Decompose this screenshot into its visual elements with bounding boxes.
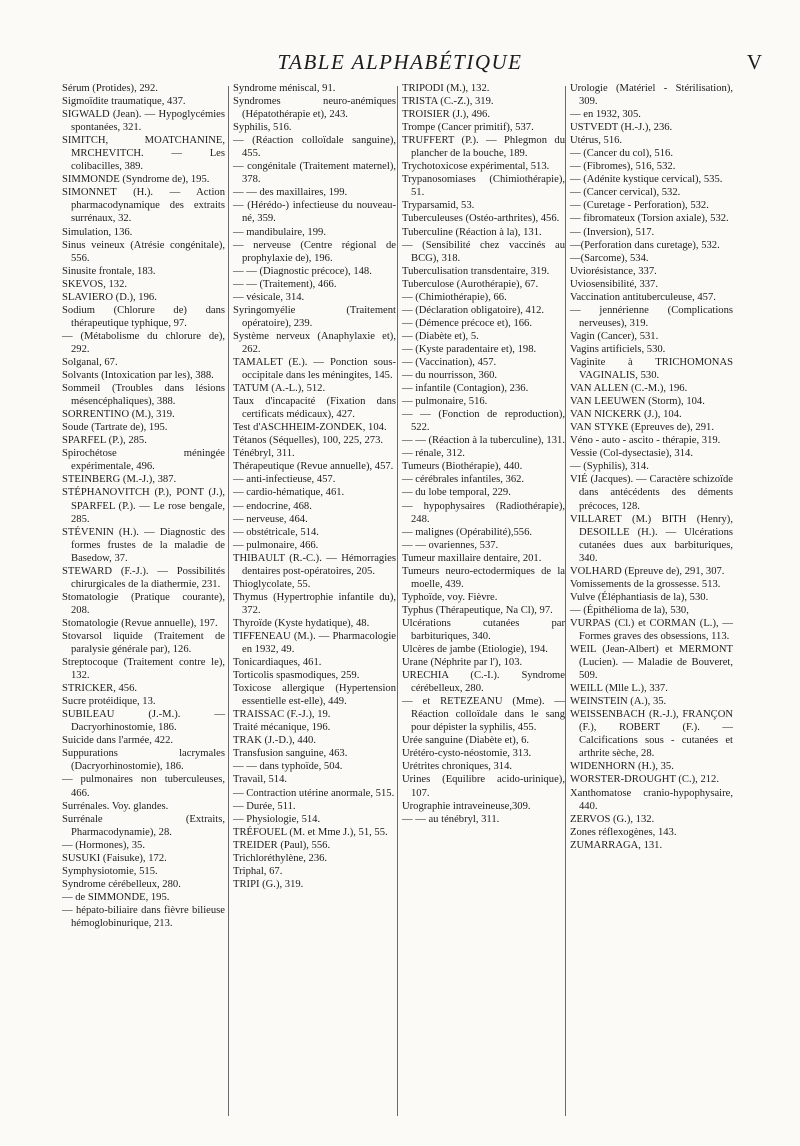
index-entry: — (Syphilis), 314. <box>570 461 649 473</box>
index-entry: Syringomyélie (Traitement opératoire), 239. <box>233 304 396 329</box>
index-entry: Soude (Tartrate de), 195. <box>62 422 168 434</box>
column-divider <box>565 86 566 1116</box>
index-entry: Urologie (Matériel - Stérilisation), 309. <box>570 83 733 108</box>
index-entry: TATUM (A.-L.), 512. <box>233 383 326 395</box>
index-entry: Sigmoïdite traumatique, 437. <box>62 96 186 108</box>
index-entry: Utérus, 516. <box>570 135 623 147</box>
index-entry: WEISSENBACH (R.-J.), FRANÇON (F.), ROBERT (F.). — Calcifications sous - cutanées et arthrite sèche, 28. <box>570 709 733 760</box>
index-entry: Tumeurs (Biothérapie), 440. <box>402 461 523 473</box>
index-entry: Ténébryl, 311. <box>233 448 295 460</box>
index-entry: VURPAS (Cl.) et CORMAN (L.), — Formes graves des obsessions, 113. <box>570 617 733 642</box>
index-entry: — Physiologie, 514. <box>233 813 321 825</box>
index-entry: — — au ténébryl, 311. <box>402 813 500 825</box>
index-entry: Vaginite à TRICHOMONAS VAGINALIS, 530. <box>570 356 733 382</box>
index-entry: — obstétricale, 514. <box>233 526 319 538</box>
index-entry: Tumeurs neuro-ectodermiques de la moelle, 439. <box>402 565 565 590</box>
index-entry: Vulve (Éléphantiasis de la), 530. <box>570 591 709 603</box>
index-entry: — nerveuse, 464. <box>233 513 308 525</box>
index-entry: TREIDER (Paul), 556. <box>233 839 331 851</box>
index-entry: — (Métabolisme du chlorure de), 292. <box>62 330 225 355</box>
index-entry: Urane (Néphrite par l'), 103. <box>402 657 523 669</box>
index-entry: Syphilis, 516. <box>233 122 292 134</box>
index-entry: Simulation, 136. <box>62 226 133 238</box>
index-entry: SUSUKI (Faisuke), 172. <box>62 852 167 864</box>
index-entry: — et RETEZEANU (Mme). — Réaction colloïdale dans le sang pour dépister la syphilis, 455. <box>402 696 565 734</box>
index-entry: SORRENTINO (M.), 319. <box>62 409 175 421</box>
index-entry: — de SIMMONDE, 195. <box>62 891 170 903</box>
index-entry: — — ovariennes, 537. <box>402 539 499 551</box>
index-column-4 <box>570 82 733 852</box>
index-entry: — malignes (Opérabilité),556. <box>402 526 533 538</box>
index-entry: Transfusion sanguine, 463. <box>233 748 348 760</box>
index-entry: Solvants (Intoxication par les), 388. <box>62 370 214 382</box>
index-entry: — — (Fonction de reproduction), 522. <box>402 409 565 434</box>
index-entry: Stomatologie (Pratique courante), 208. <box>62 591 225 616</box>
index-entry: VAN STYKE (Epreuves de), 291. <box>570 422 714 434</box>
index-entry: — (Kyste paradentaire et), 198. <box>402 343 537 355</box>
index-entry: Sinus veineux (Atrésie congénitale), 556. <box>62 239 225 264</box>
index-entry: VOLHARD (Epreuve de), 291, 307. <box>570 565 725 577</box>
index-entry: Test d'ASCHHEIM-ZONDEK, 104. <box>233 422 387 434</box>
index-entry: TRIPODI (M.), 132. <box>402 83 490 94</box>
index-entry: — (Cancer cervical), 532. <box>570 187 681 199</box>
index-entry: Travail, 514. <box>233 774 288 786</box>
index-entry: Ulcérations cutanées par barbituriques, 340. <box>402 617 565 642</box>
index-entry: Thioglycolate, 55. <box>233 578 311 590</box>
index-entry: Symphysiotomie, 515. <box>62 865 158 877</box>
index-entry: Vagins artificiels, 530. <box>570 343 666 355</box>
index-entry: Taux d'incapacité (Fixation dans certificats médicaux), 427. <box>233 396 396 421</box>
index-entry: USTVEDT (H.-J.), 236. <box>570 122 673 134</box>
index-entry: WEIL (Jean-Albert) et MERMONT (Lucien). — Maladie de Bouveret, 509. <box>570 644 733 682</box>
index-entry: — pulmonaire, 466. <box>233 539 319 551</box>
index-entry: —(Perforation dans curetage), 532. <box>570 239 720 251</box>
index-entry: — cérébrales infantiles, 362. <box>402 474 525 486</box>
page-title: TABLE ALPHABÉTIQUE <box>277 50 523 74</box>
index-entry: Sinusite frontale, 183. <box>62 265 156 277</box>
index-entry: — — dans typhoïde, 504. <box>233 761 343 773</box>
index-entry: — jennérienne (Complications nerveuses), 319. <box>570 304 733 329</box>
page-number: V <box>746 50 762 74</box>
index-entry: Urétrites chroniques, 314. <box>402 761 513 773</box>
index-entry: TRAISSAC (F.-J.), 19. <box>233 709 331 721</box>
index-entry: — (Curetage - Perforation), 532. <box>570 200 709 212</box>
index-entry: TROISIER (J.), 496. <box>402 109 490 121</box>
index-entry: SLAVIERO (D.), 196. <box>62 291 157 303</box>
index-entry: Sucre protéidique, 13. <box>62 696 156 708</box>
index-entry: Zones réflexogènes, 143. <box>570 826 677 838</box>
index-entry: Xanthomatose cranio-hypophysaire, 440. <box>570 787 733 812</box>
index-entry: Trichloréthylène, 236. <box>233 852 328 864</box>
index-entry: Trychotoxicose expérimental, 513. <box>402 161 550 173</box>
index-entry: Suppurations lacrymales (Dacryorhinostomie), 186. <box>62 748 225 773</box>
index-entry: WEINSTEIN (A.), 35. <box>570 696 667 708</box>
index-entry: — pulmonaires non tuberculeuses, 466. <box>62 774 225 799</box>
index-entry: Typhus (Thérapeutique, Na Cl), 97. <box>402 604 553 616</box>
index-entry: — Contraction utérine anormale, 515. <box>233 787 395 799</box>
index-entry: TRUFFERT (P.). — Phlegmon du plancher de la bouche, 189. <box>402 135 565 160</box>
index-entry: TIFFENEAU (M.). — Pharmacologie en 1932, 49. <box>233 630 396 656</box>
index-entry: — (Démence précoce et), 166. <box>402 317 533 329</box>
index-entry: Vomissements de la grossesse. 513. <box>570 578 721 590</box>
index-entry: Sérum (Protides), 292. <box>62 83 158 94</box>
index-entry: Thérapeutique (Revue annuelle), 457. <box>233 461 394 473</box>
index-entry: — (Diabète et), 5. <box>402 330 479 342</box>
index-entry: STEWARD (F.-J.). — Possibilités chirurgicales de la diathermie, 231. <box>62 565 225 590</box>
index-entry: — mandibulaire, 199. <box>233 226 326 238</box>
index-entry: ZUMARRAGA, 131. <box>570 839 663 851</box>
index-entry: WEILL (Mlle L.), 337. <box>570 683 668 695</box>
index-entry: — (Vaccination), 457. <box>402 356 497 368</box>
index-entry: — du nourrisson, 360. <box>402 370 498 382</box>
page-header <box>0 50 800 84</box>
index-entry: Trompe (Cancer primitif), 537. <box>402 122 534 134</box>
index-entry: — congénitale (Traitement maternel), 378. <box>233 161 396 186</box>
index-entry: — hépato-biliaire dans fièvre bilieuse hémoglobinurique, 213. <box>62 904 225 929</box>
index-entry: SIGWALD (Jean). — Hypoglycémies spontanées, 321. <box>62 109 225 134</box>
index-entry: Uviorésistance, 337. <box>570 265 657 277</box>
index-entry: Torticolis spasmodiques, 259. <box>233 670 360 682</box>
index-entry: VAN NICKERK (J.), 104. <box>570 409 682 421</box>
index-entry: Vaccination antituberculeuse, 457. <box>570 291 716 303</box>
index-entry: — (Cancer du col), 516. <box>570 148 673 160</box>
index-entry: STEINBERG (M.-J.), 387. <box>62 474 177 486</box>
index-entry: Spirochétose méningée expérimentale, 496. <box>62 448 225 473</box>
index-entry: Streptocoque (Traitement contre le), 132. <box>62 657 225 682</box>
index-entry: Surrénales. Voy. glandes. <box>62 800 169 812</box>
index-entry: THIBAULT (R.-C.). — Hémorragies dentaires post-opératoires, 205. <box>233 552 396 577</box>
index-entry: STÉPHANOVITCH (P.), PONT (J.), SPARFEL (P.). — Le rose bengale, 285. <box>62 487 225 525</box>
index-entry: Thyroïde (Kyste hydatique), 48. <box>233 617 370 629</box>
index-entry: — — (Traitement), 466. <box>233 278 337 290</box>
index-entry: — (Chimiothérapie), 66. <box>402 291 507 303</box>
index-entry: Sodium (Chlorure de) dans thérapeutique typhique, 97. <box>62 304 225 329</box>
index-entry: — du lobe temporal, 229. <box>402 487 511 499</box>
index-entry: SIMMONDE (Syndrome de), 195. <box>62 174 210 186</box>
index-column-3 <box>402 82 565 826</box>
column-divider <box>397 86 398 1116</box>
index-entry: — pulmonaire, 516. <box>402 396 488 408</box>
index-entry: Urétéro-cysto-néostomie, 313. <box>402 748 532 760</box>
index-entry: Sommeil (Troubles dans lésions mésencéphaliques), 388. <box>62 383 225 408</box>
index-entry: VIÉ (Jacques). — Caractère schizoïde dans antécédents des déments précoces, 128. <box>570 474 733 512</box>
index-entry: Urines (Equilibre acido-urinique), 107. <box>402 774 565 799</box>
index-entry: Uviosensibilité, 337. <box>570 278 658 290</box>
index-entry: Tumeur maxillaire dentaire, 201. <box>402 552 542 564</box>
index-entry: Syndrome méniscal, 91. <box>233 83 336 94</box>
index-entry: —(Sarcome), 534. <box>570 252 649 264</box>
index-entry: Syndrome cérébelleux, 280. <box>62 878 181 890</box>
index-entry: — (Réaction colloïdale sanguine), 455. <box>233 135 396 160</box>
index-entry: — — (Diagnostic précoce), 148. <box>233 265 372 277</box>
index-entry: — cardio-hématique, 461. <box>233 487 345 499</box>
index-entry: Stomatologie (Revue annuelle), 197. <box>62 617 218 629</box>
index-entry: — rénale, 312. <box>402 448 465 460</box>
index-entry: Véno - auto - ascito - thérapie, 319. <box>570 435 721 447</box>
index-entry: — (Déclaration obligatoire), 412. <box>402 304 545 316</box>
index-entry: Solganal, 67. <box>62 356 118 368</box>
index-entry: Urée sanguine (Diabète et), 6. <box>402 735 530 747</box>
index-entry: WORSTER-DROUGHT (C.), 212. <box>570 774 719 786</box>
index-column-1 <box>62 82 225 930</box>
index-entry: Urographie intraveineuse,309. <box>402 800 531 812</box>
index-entry: — (Fibromes), 516, 532. <box>570 161 676 173</box>
index-entry: — vésicale, 314. <box>233 291 305 303</box>
index-entry: Vessie (Col-dysectasie), 314. <box>570 448 693 460</box>
index-entry: TAMALET (E.). — Ponction sous-occipitale dans les méningites, 145. <box>233 356 396 382</box>
index-entry: TRAK (J.-D.), 440. <box>233 735 316 747</box>
index-entry: — Durée, 511. <box>233 800 296 812</box>
index-entry: SPARFEL (P.), 285. <box>62 435 147 447</box>
index-entry: — (Hormones), 35. <box>62 839 145 851</box>
index-entry: VAN ALLEN (C.-M.), 196. <box>570 383 688 395</box>
index-entry: Triphal, 67. <box>233 865 283 877</box>
index-entry: Traité mécanique, 196. <box>233 722 331 734</box>
index-entry: Stovarsol liquide (Traitement de paralysie générale par), 126. <box>62 630 225 656</box>
index-entry: — (Épithélioma de la), 530, <box>570 604 689 616</box>
index-entry: — nerveuse (Centre régional de prophylaxie de), 196. <box>233 239 396 264</box>
index-entry: URECHIA (C.-I.). Syndrome cérébelleux, 280. <box>402 670 565 695</box>
index-entry: Tuberculose (Aurothérapie), 67. <box>402 278 539 290</box>
index-entry: STRICKER, 456. <box>62 683 138 695</box>
index-entry: TRÉFOUEL (M. et Mme J.), 51, 55. <box>233 826 388 838</box>
index-entry: — (Adénite kystique cervical), 535. <box>570 174 723 186</box>
index-entry: ZERVOS (G.), 132. <box>570 813 655 825</box>
index-entry: Tuberculisation transdentaire, 319. <box>402 265 550 277</box>
index-entry: TRIPI (G.), 319. <box>233 878 304 890</box>
index-entry: — — des maxillaires, 199. <box>233 187 348 199</box>
index-entry: SIMITCH, MOATCHANINE, MRCHEVITCH. — Les colibacilles, 389. <box>62 135 225 173</box>
index-entry: Ulcères de jambe (Etiologie), 194. <box>402 644 548 656</box>
index-columns <box>62 82 762 1122</box>
index-entry: — infantile (Contagion), 236. <box>402 383 529 395</box>
index-entry: Tuberculeuses (Ostéo-arthrites), 456. <box>402 213 560 225</box>
index-entry: Trypanosomiases (Chimiothérapie), 51. <box>402 174 565 199</box>
index-entry: — fibromateux (Torsion axiale), 532. <box>570 213 729 225</box>
index-entry: SKEVOS, 132. <box>62 278 128 290</box>
index-entry: STÉVENIN (H.). — Diagnostic des formes frustes de la maladie de Basedow, 37. <box>62 526 225 564</box>
index-entry: Tonicardiaques, 461. <box>233 657 322 669</box>
index-entry: — — (Réaction à la tuberculine), 131. <box>402 435 565 447</box>
index-entry: Tuberculine (Réaction à la), 131. <box>402 226 542 238</box>
index-entry: — (Hérédo-) infectieuse du nouveau-né, 359. <box>233 200 396 225</box>
index-entry: — hypophysaires (Radiothérapie), 248. <box>402 500 565 525</box>
index-entry: SUBILEAU (J.-M.). — Dacryorhinostomie, 186. <box>62 709 225 734</box>
index-entry: Tryparsamid, 53. <box>402 200 475 212</box>
index-entry: Surrénale (Extraits, Pharmacodynamie), 28. <box>62 813 225 838</box>
column-divider <box>228 86 229 1116</box>
index-entry: Vagin (Cancer), 531. <box>570 330 659 342</box>
index-entry: Suicide dans l'armée, 422. <box>62 735 174 747</box>
index-entry: — endocrine, 468. <box>233 500 312 512</box>
index-entry: TRISTA (C.-Z.), 319. <box>402 96 494 108</box>
index-entry: Thymus (Hypertrophie infantile du), 372. <box>233 591 396 616</box>
index-entry: SIMONNET (H.). — Action pharmacodynamique des extraits surrénaux, 32. <box>62 187 225 225</box>
index-entry: — anti-infectieuse, 457. <box>233 474 336 486</box>
index-entry: — (Inversion), 517. <box>570 226 655 238</box>
index-entry: Tétanos (Séquelles), 100, 225, 273. <box>233 435 384 447</box>
index-entry: Système nerveux (Anaphylaxie et), 262. <box>233 330 396 355</box>
index-entry: Typhoïde, voy. Fièvre. <box>402 591 498 603</box>
index-entry: Toxicose allergique (Hypertension essentielle est-elle), 449. <box>233 683 396 708</box>
index-entry: Syndromes neuro-anémiques (Hépatothérapie et), 243. <box>233 96 396 121</box>
index-column-2 <box>233 82 396 891</box>
index-entry: — (Sensibilité chez vaccinés au BCG), 318. <box>402 239 565 264</box>
index-entry: VILLARET (M.) BITH (Henry), DESOILLE (H.). — Ulcérations cutanées dues aux barbituriques, 340. <box>570 513 733 564</box>
index-entry: WIDENHORN (H.), 35. <box>570 761 674 773</box>
index-entry: VAN LEEUWEN (Storm), 104. <box>570 396 705 408</box>
index-entry: — en 1932, 305. <box>570 109 641 121</box>
